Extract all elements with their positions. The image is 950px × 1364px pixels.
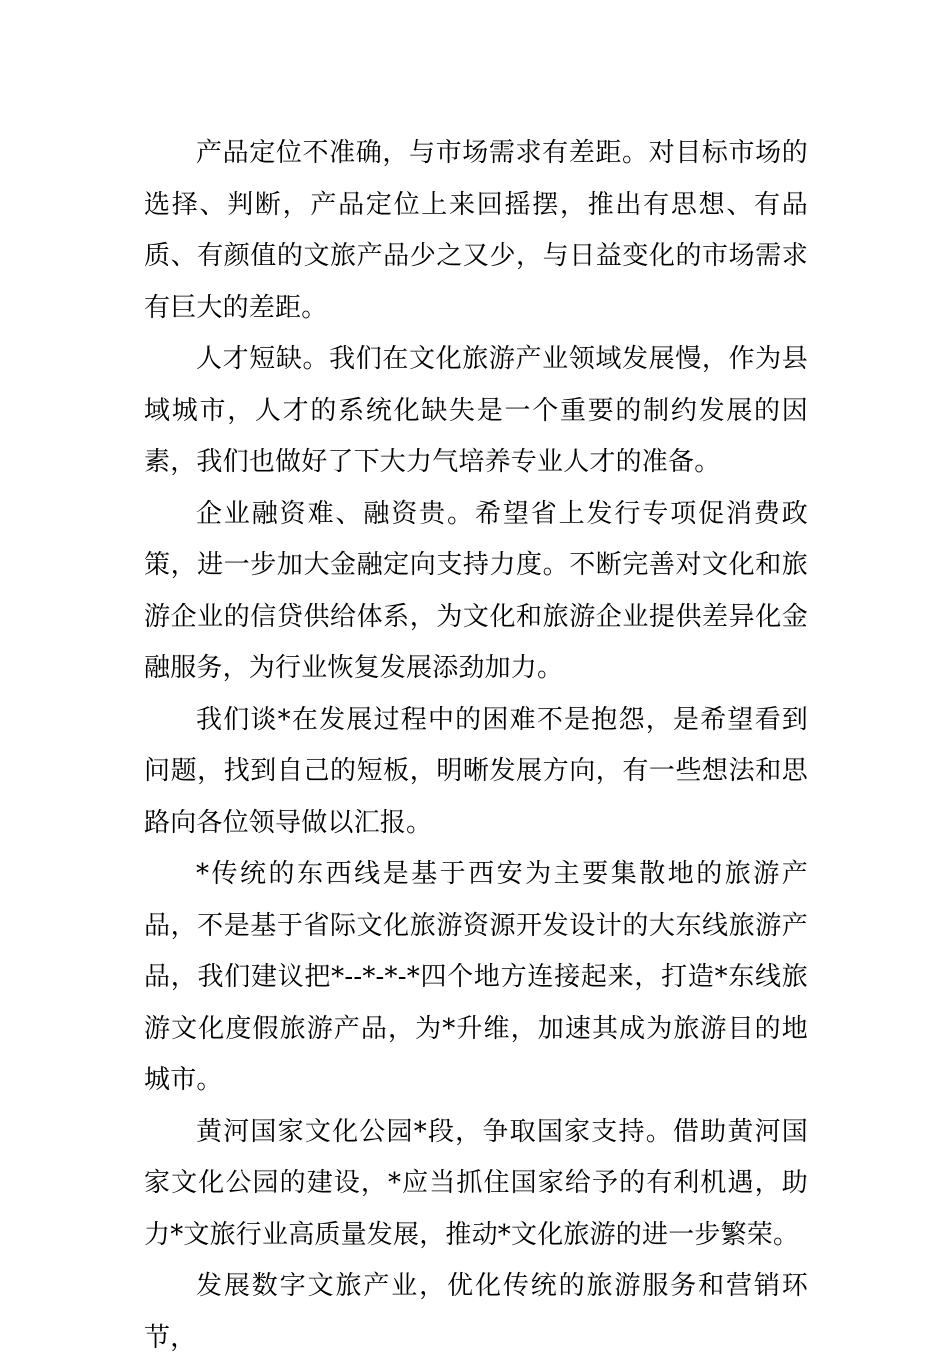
- paragraph-digital-tourism: 发展数字文旅产业，优化传统的旅游服务和营销环节，: [144, 1271, 808, 1353]
- paragraph-east-west-line: *传统的东西线是基于西安为主要集散地的旅游产品，不是基于省际文化旅游资源开发设计的大东线旅游产品，我们建议把*--*-*-*四个地方连接起来，打造*东线旅游文化度假旅游产品，为*升维，加速其成为旅游目的地城市。: [144, 859, 808, 1095]
- paragraph-yellow-river-park: 黄河国家文化公园*段，争取国家支持。借助黄河国家文化公园的建设，*应当抓住国家给予的有利机遇，助力*文旅行业高质量发展，推动*文化旅游的进一步繁荣。: [144, 1116, 808, 1250]
- paragraph-product-positioning: 产品定位不准确，与市场需求有差距。对目标市场的选择、判断，产品定位上来回摇摆，推出有思想、有品质、有颜值的文旅产品少之又少，与日益变化的市场需求有巨大的差距。: [144, 138, 808, 323]
- paragraph-financing: 企业融资难、融资贵。希望省上发行专项促消费政策，进一步加大金融定向支持力度。不断完善对文化和旅游企业的信贷供给体系，为文化和旅游企业提供差异化金融服务，为行业恢复发展添劲加力。: [144, 498, 808, 683]
- paragraph-difficulties: 我们谈*在发展过程中的困难不是抱怨，是希望看到问题，找到自己的短板，明晰发展方向，有一些想法和思路向各位领导做以汇报。: [144, 704, 808, 838]
- paragraph-talent-shortage: 人才短缺。我们在文化旅游产业领域发展慢，作为县域城市，人才的系统化缺失是一个重要的制约发展的因素，我们也做好了下大力气培养专业人才的准备。: [144, 344, 808, 477]
- document-body: [144, 128, 808, 1364]
